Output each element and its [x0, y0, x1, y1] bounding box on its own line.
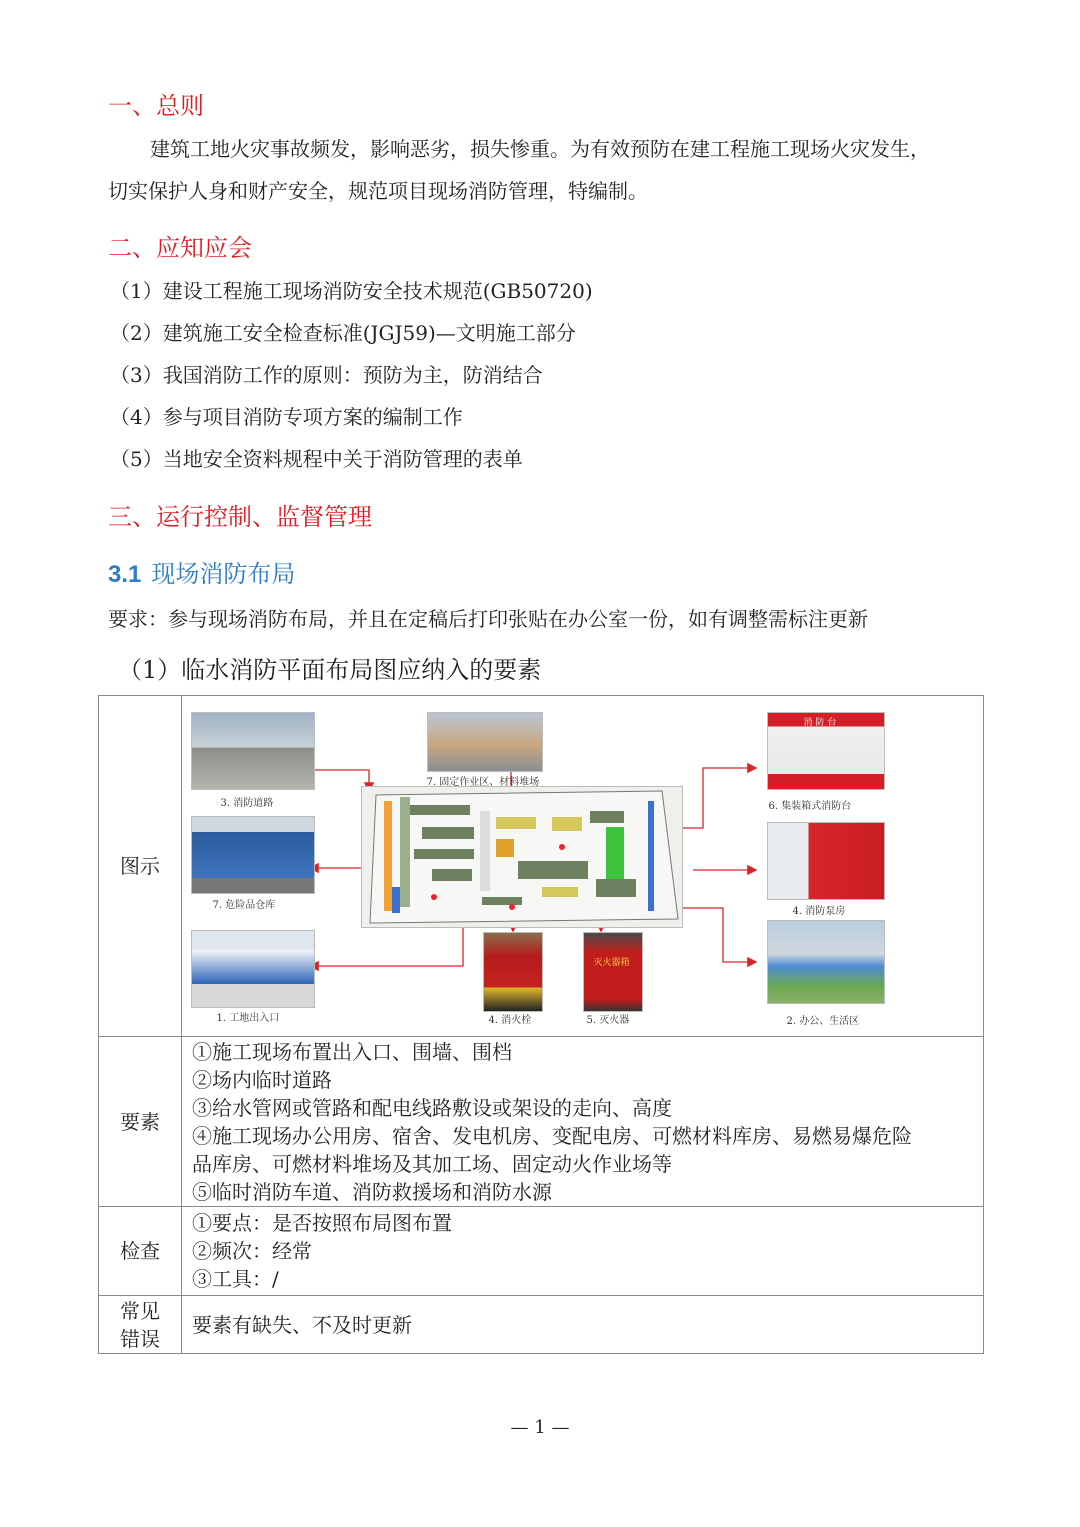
caption-office-area: 2. 办公、生活区: [786, 1016, 860, 1027]
caption-fire-road: 3. 消防道路: [220, 798, 274, 809]
element-line: ①施工现场布置出入口、围墙、围档: [192, 1039, 512, 1064]
requirement-text: 要求：参与现场消防布局，并且在定稿后打印张贴在办公室一份，如有调整需标注更新: [108, 607, 868, 631]
section-heading-general: 一、总则: [108, 92, 204, 120]
general-paragraph-line-1: 建筑工地火灾事故频发，影响恶劣，损失惨重。为有效预防在建工程施工现场火灾发生，: [150, 137, 930, 161]
knowledge-list: [110, 270, 593, 480]
check-line: ①要点：是否按照布局图布置: [192, 1211, 452, 1235]
table-row: [99, 696, 984, 1037]
check-line: ③工具：/: [192, 1267, 279, 1291]
general-paragraph-line-2: 切实保护人身和财产安全，规范项目现场消防管理，特编制。: [108, 179, 648, 203]
subsection-heading: [108, 554, 295, 589]
site-entrance-photo: [191, 930, 315, 1008]
table-row: [99, 1037, 984, 1207]
label-common-errors-line-1: 常见: [120, 1298, 160, 1323]
caption-hazard-warehouse: 7. 危险品仓库: [212, 900, 276, 911]
caption-fire-station: 6. 集装箱式消防台: [768, 801, 852, 812]
common-errors-cell: 要素有缺失、不及时更新: [182, 1296, 984, 1354]
caption-site-entrance: 1. 工地出入口: [216, 1013, 280, 1024]
page-number: — 1 —: [510, 1417, 570, 1438]
fire-layout-figure: [183, 698, 983, 1034]
list-item: （1）建设工程施工现场消防安全技术规范(GB50720): [110, 279, 593, 303]
section-heading-knowledge: 二、应知应会: [108, 234, 252, 262]
extinguisher-sign: 灭火器箱: [593, 958, 630, 968]
pump-room-photo: [767, 822, 885, 900]
list-item: （2）建筑施工安全检查标准(JGJ59)—文明施工部分: [110, 321, 576, 345]
section-heading-control: 三、运行控制、监督管理: [108, 503, 372, 531]
table-row: [99, 1207, 984, 1296]
caption-hydrant: 4. 消火栓: [488, 1015, 532, 1026]
element-line: ⑤临时消防车道、消防救援场和消防水源: [192, 1179, 552, 1204]
element-line: ②场内临时道路: [192, 1067, 332, 1092]
caption-extinguisher: 5. 灭火器: [586, 1015, 630, 1026]
material-yard-photo: [427, 712, 543, 772]
element-line: 品库房、可燃材料堆场及其加工场、固定动火作业场等: [192, 1151, 672, 1176]
label-common-errors: [99, 1296, 182, 1354]
label-common-errors-line-2: 错误: [120, 1326, 160, 1351]
subsection-number: 3.1: [108, 561, 142, 588]
label-elements: 要素: [99, 1037, 182, 1207]
subitem-heading: （1）临水消防平面布局图应纳入的要素: [118, 656, 542, 684]
check-line: ②频次：经常: [192, 1239, 312, 1263]
figure-cell: [182, 696, 984, 1037]
list-item: （4）参与项目消防专项方案的编制工作: [110, 405, 463, 429]
fire-road-photo: [191, 712, 315, 790]
label-check: 检查: [99, 1207, 182, 1296]
site-plan-drawing: [362, 787, 682, 927]
general-paragraph: [108, 128, 988, 170]
layout-elements-table: [98, 695, 984, 1354]
element-line: ③给水管网或管路和配电线路敷设或架设的走向、高度: [192, 1095, 672, 1120]
caption-material-yard: 7. 固定作业区、材料堆场: [426, 777, 540, 788]
element-line: ④施工现场办公用房、宿舍、发电机房、变配电房、可燃材料库房、易燃易爆危险: [192, 1123, 912, 1148]
hydrant-photo: [483, 932, 543, 1012]
hazard-warehouse-photo: [191, 816, 315, 894]
list-item: （3）我国消防工作的原则：预防为主，防消结合: [110, 363, 543, 387]
list-item: （5）当地安全资料规程中关于消防管理的表单: [110, 447, 523, 471]
check-cell: [182, 1207, 984, 1296]
general-paragraph-cont: [108, 170, 988, 212]
fire-station-sign: 消 防 台: [803, 718, 837, 728]
caption-pump-room: 4. 消防泵房: [792, 906, 846, 917]
fire-station-photo: [767, 712, 885, 790]
subsection-title: 现场消防布局: [151, 560, 296, 588]
table-row: [99, 1296, 984, 1354]
elements-cell: [182, 1037, 984, 1207]
label-figure: 图示: [99, 696, 182, 1037]
extinguisher-photo: [583, 932, 643, 1012]
office-area-photo: [767, 920, 885, 1004]
site-plan-image: [361, 786, 683, 928]
